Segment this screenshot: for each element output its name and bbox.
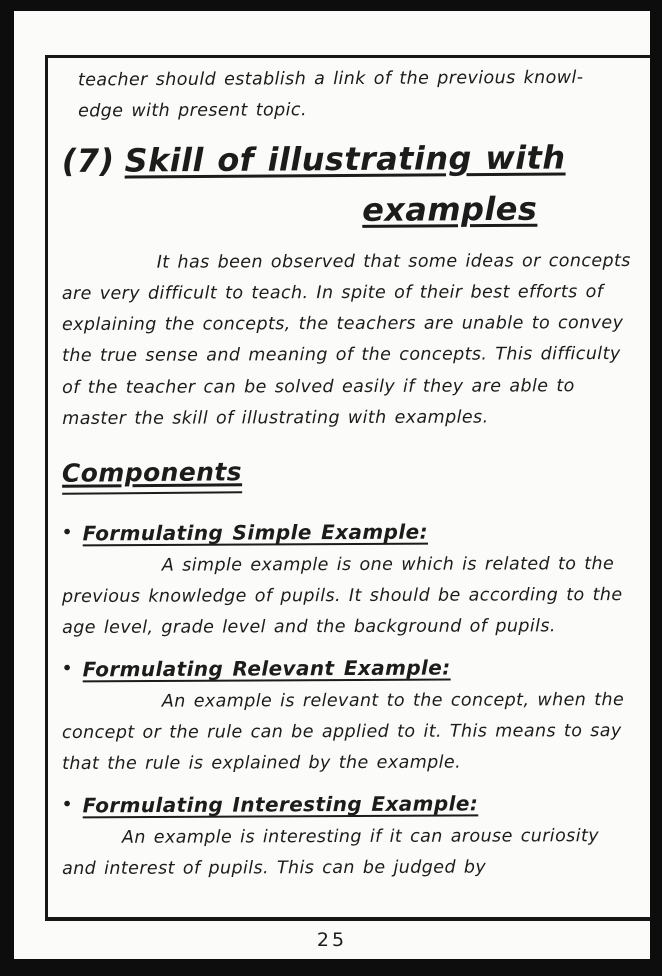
writing-frame xyxy=(45,55,650,921)
top-paragraph: teacher should establish a link of the previous knowl-edge with present topic. xyxy=(77,67,584,122)
component-item xyxy=(62,520,638,642)
notebook-paper xyxy=(14,11,650,959)
component-item xyxy=(62,792,638,884)
section-number: (7) xyxy=(61,141,115,181)
component-body: A simple example is one which is related to the previous knowledge of pupils. It should be according to the age level, grade level and the background of pupils. xyxy=(61,553,623,638)
component-heading-row xyxy=(62,791,638,818)
bullet-icon: • xyxy=(61,658,73,678)
page-number: 25 xyxy=(316,929,348,951)
bullet-icon: • xyxy=(61,794,73,814)
component-body: An example is interesting if it can arouse curiosity and interest of pupils. This can be judged by xyxy=(62,826,600,880)
component-item xyxy=(62,656,638,778)
component-heading: Formulating Relevant Example: xyxy=(82,655,451,682)
section-title-text: Skill of illustrating with xyxy=(124,138,566,180)
section-title xyxy=(62,137,639,231)
intro-paragraph: It has been observed that some ideas or concepts are very difficult to teach. In spite of their best efforts of explaining the concepts, the teachers are unable to convey the true sense and meaning of the concepts. This difficulty of the teacher can be solved easily if they are able to master the skill of illustrating with examples. xyxy=(61,250,631,429)
component-heading-row xyxy=(62,655,638,682)
section-title-line2: examples xyxy=(362,189,538,229)
component-heading: Formulating Simple Example: xyxy=(82,519,429,546)
component-body: An example is relevant to the concept, when the concept or the rule can be applied to it. This means to say that the rule is explained by the example. xyxy=(61,690,625,774)
component-heading: Formulating Interesting Example: xyxy=(82,791,479,818)
component-heading-row xyxy=(62,518,638,545)
section-title-line1 xyxy=(62,137,638,183)
bullet-icon: • xyxy=(61,522,73,542)
components-heading: Components xyxy=(62,457,242,495)
